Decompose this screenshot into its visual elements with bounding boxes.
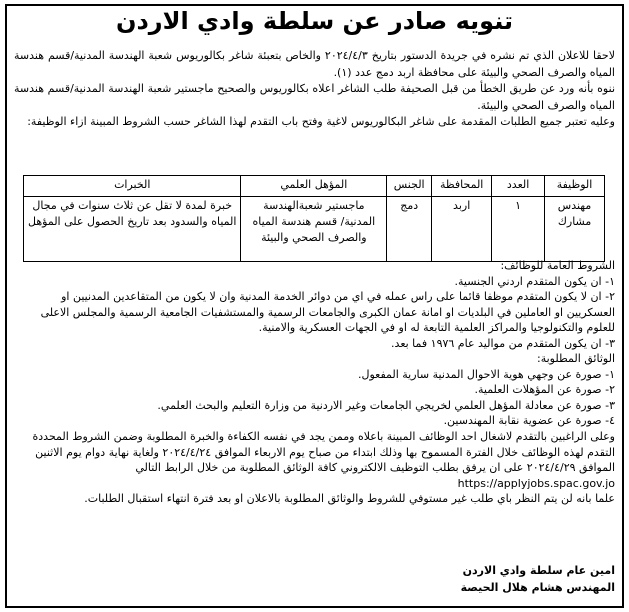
details-text (14, 258, 615, 507)
table-row (24, 197, 605, 262)
documents-heading: الوثائق المطلوبة: (536, 352, 615, 366)
document-item: ٣- صورة عن معادلة المؤهل العلمي لخريجي الجامعات وغير الاردنية من وزارة التعليم والبحث العلمي. (157, 398, 615, 412)
conditions-heading: الشروط العامة للوظائف: (500, 259, 615, 272)
job-table (23, 175, 605, 262)
condition-item: ٣- ان يكون المتقدم من مواليد عام ١٩٧٦ فما بعد. (391, 336, 615, 350)
cell-type: دمج (387, 197, 432, 262)
signature-title: امين عام سلطة وادي الاردن (462, 564, 615, 577)
table-header-row (24, 176, 605, 197)
rejection-note: علما بانه لن يتم النظر باي طلب غير مستوفي للشروط والوثائق المطلوبة بالاعلان او بعد فترة انتهاء استقبال الطلبات. (84, 492, 615, 506)
header-type: الجنس (387, 176, 432, 197)
header-qualification: المؤهل العلمي (241, 176, 387, 197)
header-count: العدد (492, 176, 545, 197)
header-governorate: المحافظة (432, 176, 492, 197)
cell-experience: خبرة لمدة لا تقل عن ثلاث سنوات في مجال المياه والسدود بعد تاريخ الحصول على المؤهل (24, 197, 241, 262)
cell-governorate: اربد (432, 197, 492, 262)
signature-block (461, 562, 615, 596)
condition-item: ١- ان يكون المتقدم اردني الجنسية. (454, 274, 615, 288)
document-item: ١- صورة عن وجهي هوية الاحوال المدنية سارية المفعول. (357, 367, 615, 381)
announcement-title: تنويه صادر عن سلطة وادي الاردن (115, 7, 514, 35)
signature-name: المهندس هشام هلال الحيصة (460, 581, 615, 594)
condition-item: ٢- ان لا يكون المتقدم موظفا قائما على راس عمله في اي من دوائر الخدمة المدنية وان لا يكون من المتقاعدين المدنيين او العسكريين او العاملين في البلديات او امانة عمان الكبرى والجامعات الرسمية والمستشفيات الجامعية الرسمية والمجلس الاعلى للعلوم والتكنولوجيا والمراكز العلمية التابعة له او في الجهات العسكرية والامنية. (40, 290, 615, 335)
closing-paragraph: وعلى الراغبين بالتقدم لاشغال احد الوظائف المبينة باعلاه وممن يجد في نفسه الكفاءة والخبرة المطلوبة وضمن الشروط المحددة التقدم لهذه الوظائف خلال الفترة المسموح بها وذلك ابتداء من صباح يوم الاربعاء الموافق ٢٠٢٤/٤/٢٤ ولغاية نهاية دوام يوم الاثنين الموافق ٢٠٢٤/٤/٢٩ على ان يرفق بطلب التوظيف الالكتروني كافة الوثائق المطلوبة من خلال الرابط التالي (32, 430, 615, 475)
cell-count: ١ (492, 197, 545, 262)
intro-paragraph: لاحقا للاعلان الذي تم نشره في جريدة الدستور بتاريخ ٢٠٢٤/٤/٣ والخاص بتعبئة شاغر بكالوريوس شعبة الهندسة المدنية/قسم هندسة المياه والصرف الصحي والبيئة على محافظة اربد دمج عدد (١). (14, 49, 615, 79)
cell-job: مهندس مشارك (545, 197, 605, 262)
application-link[interactable]: https://applyjobs.spac.gov.jo (457, 476, 615, 490)
cell-qualification: ماجستير شعبةالهندسة المدنية/ قسم هندسة المياه والصرف الصحي والبيئة (241, 197, 387, 262)
header-experience: الخبرات (24, 176, 241, 197)
header-job: الوظيفة (545, 176, 605, 197)
intro-paragraph: وعليه تعتبر جميع الطلبات المقدمة على شاغر البكالوريوس لاغية وفتح باب التقدم لهذا الشاغر حسب الشروط المبينة ازاء الوظيفة: (27, 115, 615, 128)
intro-paragraph: ننوه بأنه ورد عن طريق الخطأ من قبل الصحيفة طلب الشاغر اعلاه بكالوريوس والصحيح ماجستير شعبة الهندسة المدنية/قسم هندسة المياه والصرف الصحي والبيئة. (14, 82, 615, 112)
document-item: ٤- صورة عن عضوية نقابة المهندسين. (443, 414, 615, 428)
document-item: ٢- صورة عن المؤهلات العلمية. (474, 383, 615, 397)
intro-text (14, 48, 615, 131)
